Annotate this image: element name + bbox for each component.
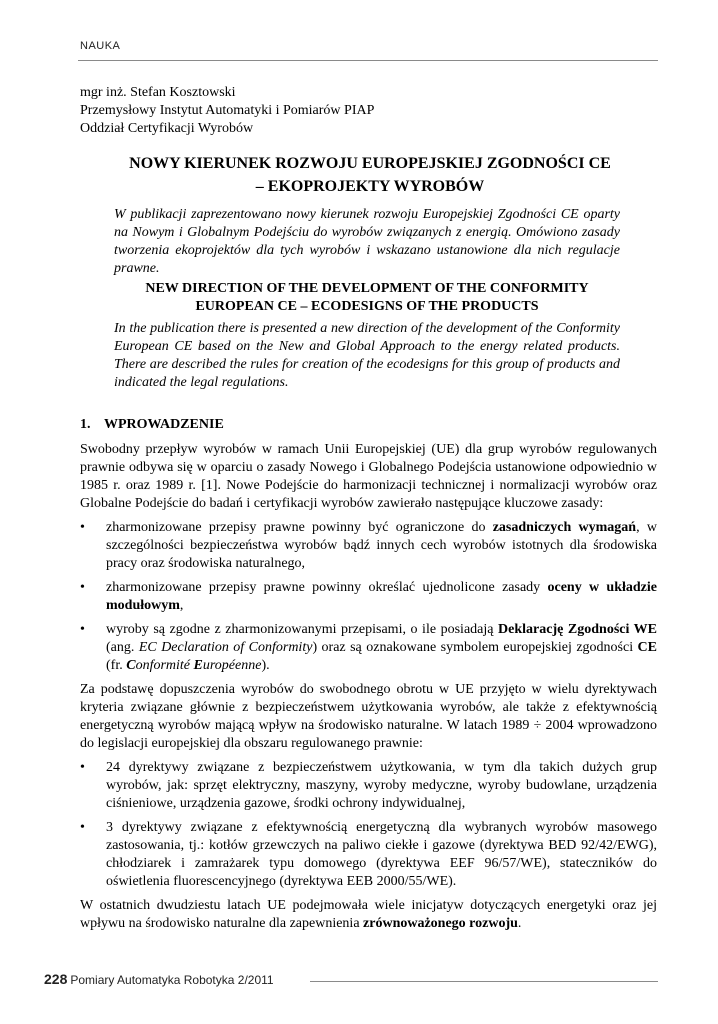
list-item — [80, 579, 657, 615]
footer-divider — [310, 981, 658, 982]
bullet-icon: • — [80, 580, 85, 595]
paragraph-closing: W ostatnich dwudziestu latach UE podejmowała wiele inicjatyw dotyczących energetyki oraz jej wpływu na środowisko naturalne dla zapewnienia zrównoważonego rozwoju. — [80, 898, 657, 931]
author-name: mgr inż. Stefan Kosztowski — [80, 85, 236, 100]
author-institute: Przemysłowy Instytut Automatyki i Pomiarów PIAP — [80, 103, 375, 118]
list-item — [80, 759, 657, 813]
paragraph-basis: Za podstawę dopuszczenia wyrobów do swobodnego obrotu w UE przyjęto w wielu dyrektywach kryteria związane głównie z bezpieczeństwem użytkowania wyrobów, ale także z efektywnością energetyczną wyrobów mającą wpływ na środowisko naturalne. W latach 1989 ÷ 2004 wprowadzono do legislacji europejskiej dla obszaru regulowanego prawnie: — [80, 682, 657, 751]
list-item-text: wyroby są zgodne z zharmonizowanymi przepisami, o ile posiadają Deklarację Zgodności WE (ang. EC Declaration of Conformity) oraz są oznakowane symbolem europejskiej zgodności CE (fr. Conformité Européenne). — [106, 622, 658, 673]
title-en-line-1: NEW DIRECTION OF THE DEVELOPMENT OF THE CONFORMITY — [145, 281, 589, 296]
list-item-text: 24 dyrektywy związane z bezpieczeństwem użytkowania, w tym dla takich dużych grup wyrobów, jak: sprzęt elektryczny, maszyny, wyroby medyczne, wyroby budowlane, urządzenia ciśnieniowe, urządzenia gazowe, środki ochrony indywidualnej, — [106, 760, 657, 811]
list-item — [80, 621, 657, 675]
list-item — [80, 519, 657, 573]
header-divider — [78, 60, 658, 61]
list-item-text: 3 dyrektywy związane z efektywnością energetyczną dla wybranych wyrobów masowego zastosowania, tj.: kotłów grzewczych na paliwo ciekłe i gazowe (dyrektywa BED 92/42/EWG), chłodziarek i zamrażarek typu domowego (dyrektywa EEF 96/57/WE), stateczników do oświetlenia fluorescencyjnego (dyrektywa EEB 2000/55/WE). — [106, 820, 657, 889]
bullet-icon: • — [80, 622, 85, 637]
author-block — [80, 84, 374, 138]
bullet-icon: • — [80, 520, 85, 535]
abstract-pl: W publikacji zaprezentowano nowy kierunek rozwoju Europejskiej Zgodności CE oparty na Nowym i Globalnym Podejściu do wyrobów związanych z energią. Omówiono zasady tworzenia ekoprojektów dla tych wyrobów i wskazano ustanowione dla nich regulacje prawne. — [114, 207, 620, 276]
section-number: 1. — [80, 417, 91, 432]
title-pl-line-2: – EKOPROJEKTY WYROBÓW — [255, 178, 485, 195]
section-title: WPROWADZENIE — [104, 417, 224, 432]
page-footer — [44, 971, 274, 987]
title-pl-line-1: NOWY KIERUNEK ROZWOJU EUROPEJSKIEJ ZGODNOŚCI CE — [129, 155, 611, 172]
list-item-text: zharmonizowane przepisy prawne powinny być ograniczone do zasadniczych wymagań, w szczególności bezpieczeństwa wyrobów bądź innych cech wyrobów istotnych dla środowiska pracy oraz środowiska naturalnego, — [106, 520, 657, 571]
title-en-line-2: EUROPEAN CE – ECODESIGNS OF THE PRODUCTS — [195, 299, 539, 314]
journal-name: Pomiary Automatyka Robotyka 2/2011 — [70, 973, 274, 987]
author-department: Oddział Certyfikacji Wyrobów — [80, 121, 254, 136]
section-body — [80, 441, 657, 939]
paragraph-intro: Swobodny przepływ wyrobów w ramach Unii Europejskiej (UE) dla grup wyrobów regulowanych prawnie odbywa się w oparciu o zasady Nowego i Globalnego Podejścia ustanowione odpowiednio w 1985 r. oraz 1989 r. [1]. Nowe Podejście do harmonizacji technicznej i normalizacji wyrobów oraz Globalne Podejście do badań i certyfikacji wyrobów zawierało następujące kluczowe zasady: — [80, 442, 657, 511]
section-label: NAUKA — [80, 40, 121, 52]
abstract-en: In the publication there is presented a new direction of the development of the Conformity European CE based on the New and Global Approach to the energy related products. There are described the rules for creation of the ecodesigns for this group of products and indicated the legal regulations. — [114, 321, 620, 390]
article-title-en — [114, 280, 620, 316]
list-item — [80, 819, 657, 891]
bullet-icon: • — [80, 760, 85, 775]
section-heading — [80, 417, 224, 433]
article-title-pl — [80, 152, 660, 198]
page-number: 228 — [44, 971, 68, 987]
list-item-text: zharmonizowane przepisy prawne powinny określać ujednolicone zasady oceny w układzie modułowym, — [106, 580, 657, 613]
bullet-icon: • — [80, 820, 85, 835]
